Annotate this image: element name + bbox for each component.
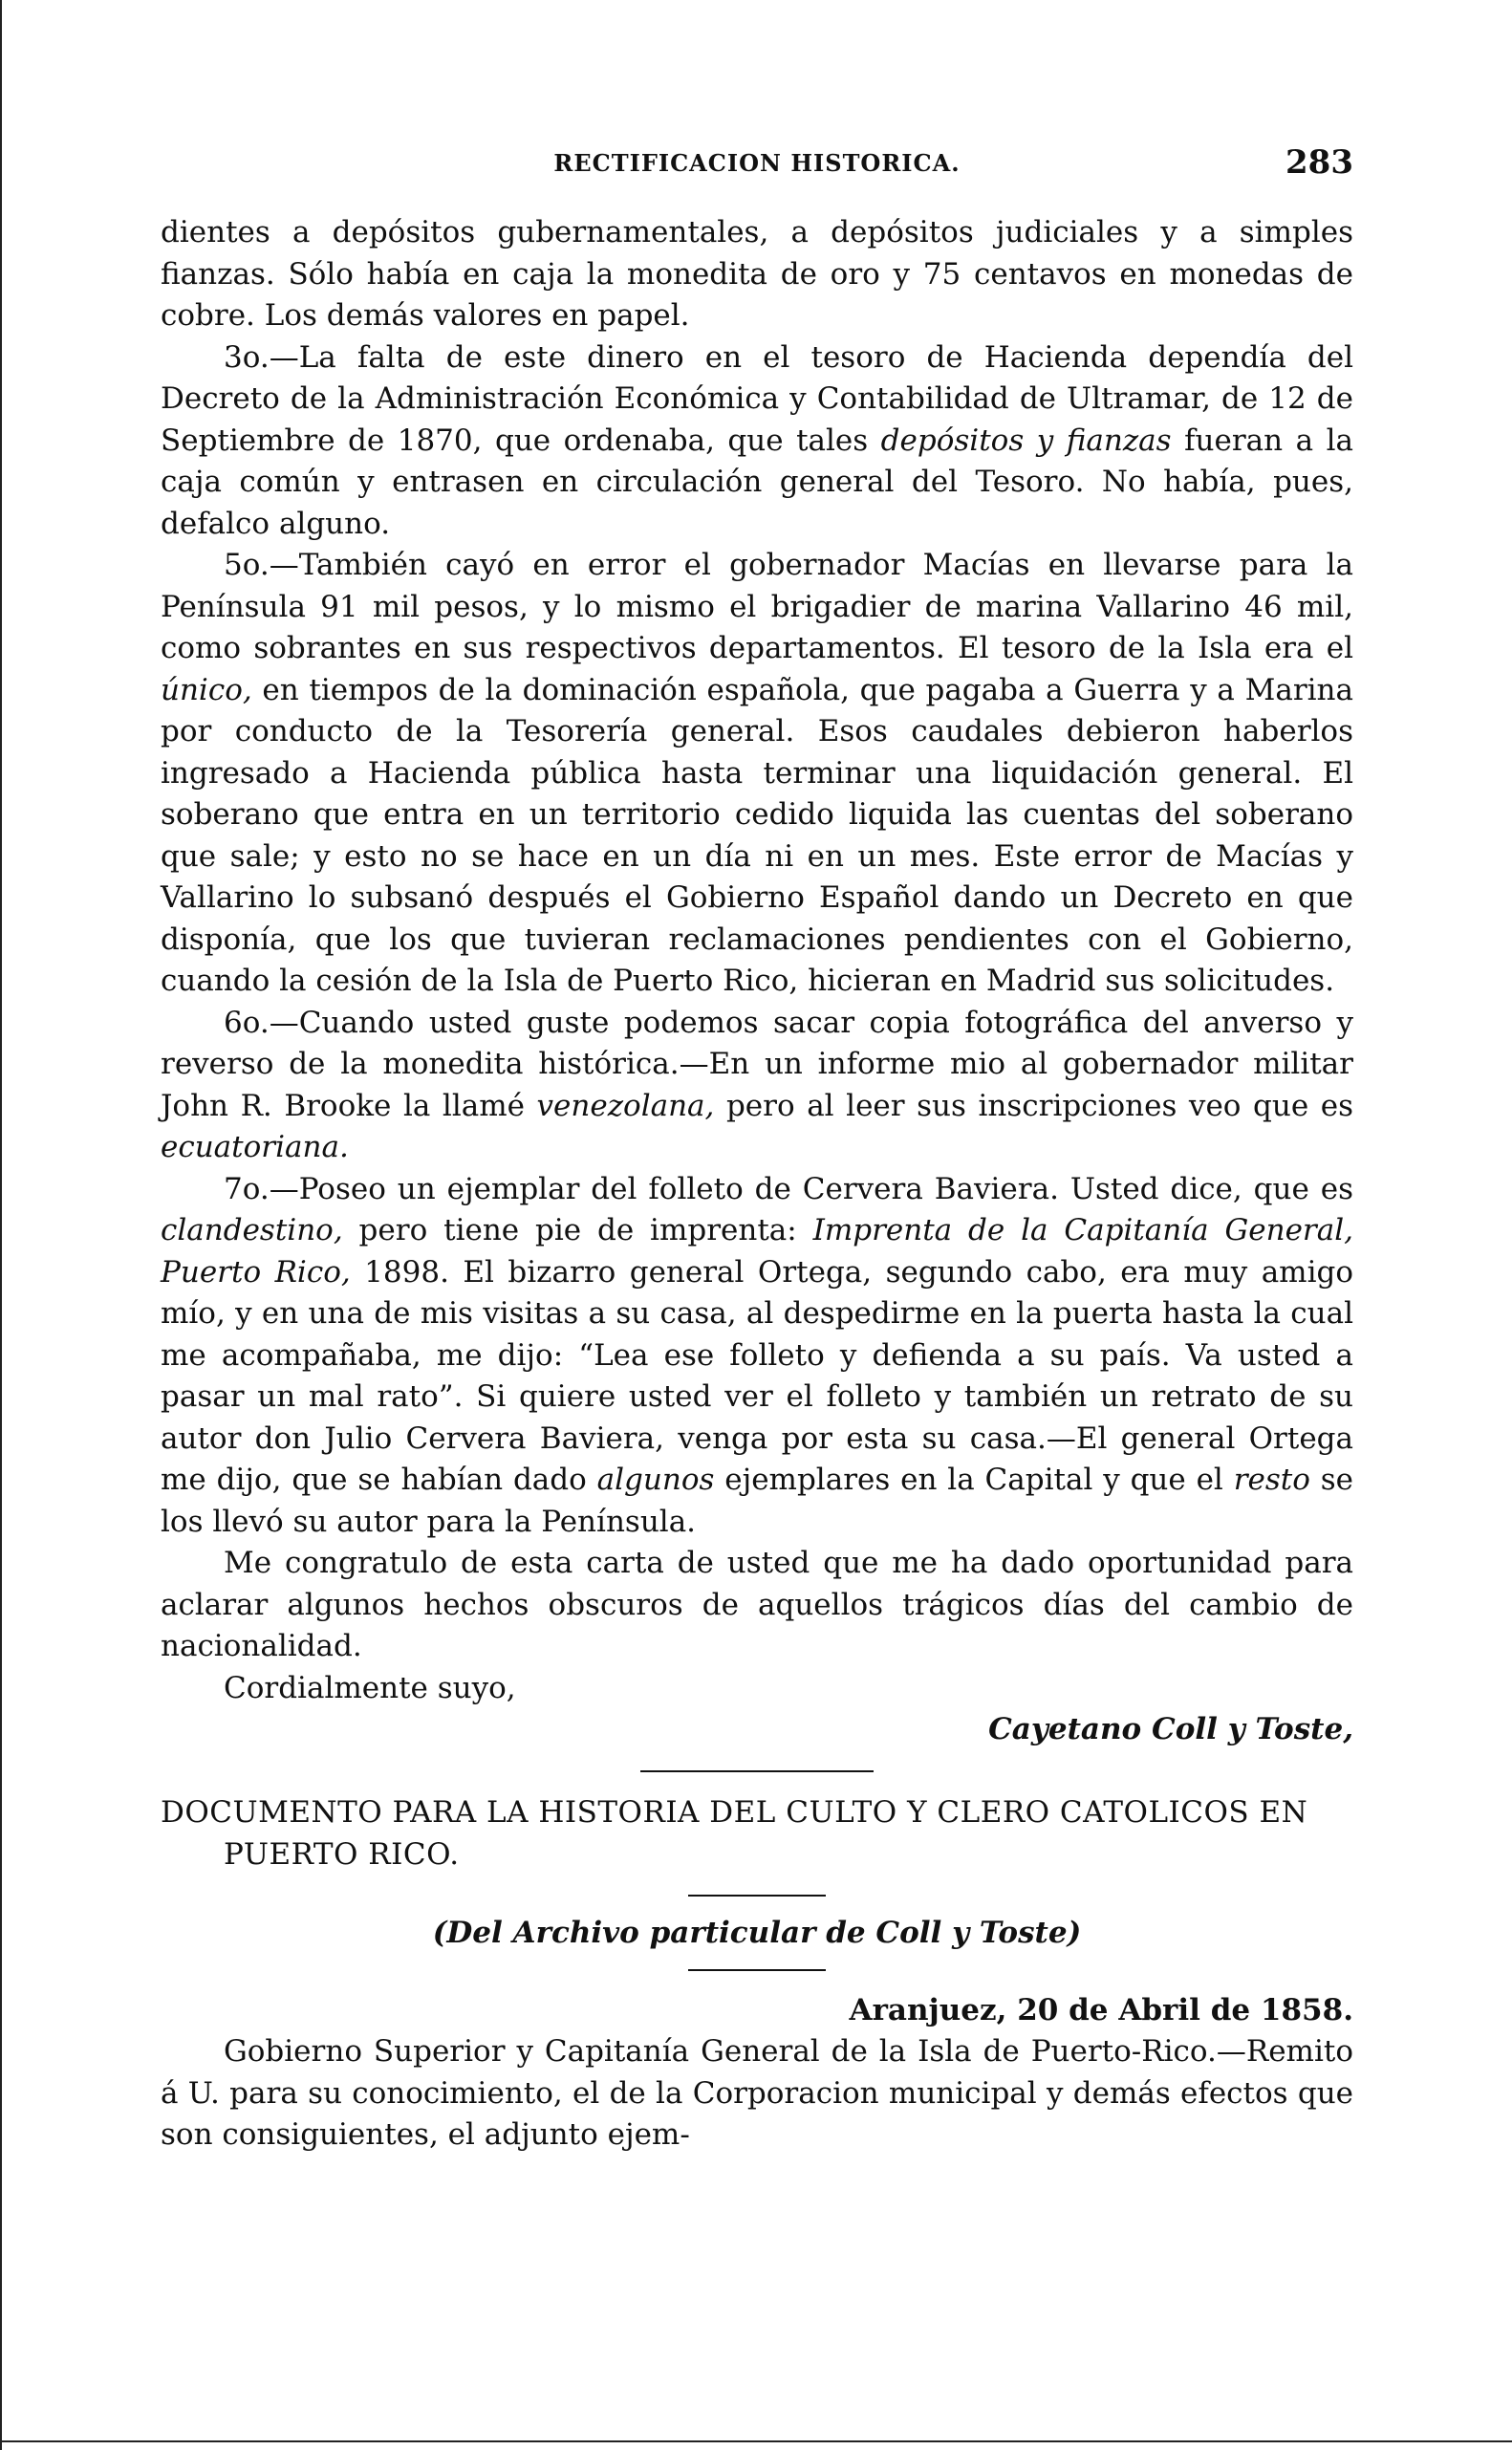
document-paragraph-1: Gobierno Superior y Capitanía General de la Isla de Puerto-Rico.—Remito á U. para su conocimiento, el de la Corporacion municipal y demás efectos que son consiguientes, el adjunto ejem- (161, 2034, 1353, 2152)
paragraph-7o-text-d: ejemplares en la Capital y que el (714, 1463, 1234, 1497)
source-divider (688, 1969, 826, 1971)
paragraph-3o (161, 337, 1353, 546)
paragraph-7o-emphasis-2: Imprenta de la Capitanía General, Puerto Rico, (161, 1213, 1353, 1290)
document-source: (Del Archivo particular de Coll y Toste) (432, 1915, 1082, 1950)
running-title: RECTIFICACION HISTORICA. (553, 149, 961, 177)
signature: Cayetano Coll y Toste, (988, 1712, 1353, 1746)
page (161, 134, 1353, 2157)
paragraph-6o-text-a: 6o.—Cuando usted guste podemos sacar copia fotográfica del anverso y reverso de la monedita histórica.—En un informe mio al gobernador militar John R. Brooke la llamé (161, 1005, 1353, 1123)
paragraph-7o-emphasis-3: algunos (596, 1463, 715, 1497)
paragraph-3o-emphasis: depósitos y fianzas (880, 423, 1172, 458)
paragraph-1: dientes a depósitos gubernamentales, a depósitos judiciales y a simples fianzas. Sólo había en caja la monedita de oro y 75 centavos en monedas de cobre. Los demás valores en papel. (161, 215, 1353, 333)
page-header (161, 134, 1353, 191)
paragraph-7o-text-e: se los llevó su autor para la Península. (161, 1463, 1354, 1539)
paragraph-7o-emphasis-4: resto (1233, 1463, 1310, 1497)
scan-bottom-edge (0, 2440, 1512, 2442)
scan-left-edge (0, 0, 2, 2450)
document-body (161, 2031, 1353, 2157)
dateline: Aranjuez, 20 de Abril de 1858. (849, 1992, 1353, 2027)
document-title: DOCUMENTO PARA LA HISTORIA DEL CULTO Y CLERO CATOLICOS EN PUERTO RICO. (161, 1794, 1308, 1872)
paragraph-closing-remarks: Me congratulo de esta carta de usted que me ha dado oportunidad para aclarar algunos hechos obscuros de aquellos trágicos días del cambio de nacionalidad. (161, 1546, 1353, 1663)
paragraph-7o-emphasis-1: clandestino, (161, 1213, 343, 1247)
paragraph-5o-emphasis: único, (161, 672, 252, 707)
title-divider (688, 1895, 826, 1897)
section-divider (640, 1770, 874, 1772)
paragraph-7o-text-b: pero tiene pie de imprenta: (342, 1213, 813, 1247)
paragraph-3o-text-a: 3o.—La falta de este dinero en el tesoro de Hacienda dependía del Decreto de la Administración Económica y Contabilidad de Ultramar, de 12 de Septiembre de 1870, que ordenaba, que tales (161, 339, 1353, 458)
letter-body (161, 212, 1353, 1751)
paragraph-5o (161, 545, 1353, 1003)
paragraph-7o (161, 1169, 1353, 1544)
paragraph-5o-text-a: 5o.—También cayó en error el gobernador Macías en llevarse para la Península 91 mil pesos, y lo mismo el brigadier de marina Vallarino 46 mil, como sobrantes en sus respectivos departamentos. El tesoro de la Isla era el (161, 548, 1353, 665)
page-number: 283 (1285, 143, 1353, 182)
paragraph-6o (161, 1003, 1353, 1169)
paragraph-6o-emphasis-2: ecuatoriana. (161, 1130, 349, 1164)
paragraph-6o-emphasis-1: venezolana, (536, 1088, 715, 1123)
paragraph-6o-text-b: pero al leer sus inscripciones veo que es (714, 1088, 1353, 1123)
paragraph-7o-text-c: 1898. El bizarro general Ortega, segundo cabo, era muy amigo mío, y en una de mis visitas a su casa, al despedirme en la puerta hasta la cual me acompañaba, me dijo: “Lea ese folleto y defienda a su país. Va usted a pasar un mal rato”. Si quiere usted ver el folleto y también un retrato de su autor don Julio Cervera Baviera, venga por esta su casa.—El general Ortega me dijo, que se habían dado (161, 1254, 1353, 1497)
closing-salutation: Cordialmente suyo, (224, 1670, 516, 1705)
paragraph-3o-text-b: fueran a la caja común y entrasen en circulación general del Tesoro. No había, pues, defalco alguno. (161, 423, 1353, 541)
paragraph-7o-text-a: 7o.—Poseo un ejemplar del folleto de Cervera Baviera. Usted dice, que es (224, 1171, 1353, 1206)
paragraph-5o-text-b: en tiempos de la dominación española, que pagaba a Guerra y a Marina por conducto de la Tesorería general. Esos caudales debieron haberlos ingresado a Hacienda pública hasta terminar una liquidación general. El soberano que entra en un territorio cedido liquida las cuentas del soberano que sale; y esto no se hace en un día ni en un mes. Este error de Macías y Vallarino lo subsanó después el Gobierno Español dando un Decreto en que disponía, que los que tuvieran reclamaciones pendientes con el Gobierno, cuando la cesión de la Isla de Puerto Rico, hicieran en Madrid sus solicitudes. (161, 672, 1353, 998)
